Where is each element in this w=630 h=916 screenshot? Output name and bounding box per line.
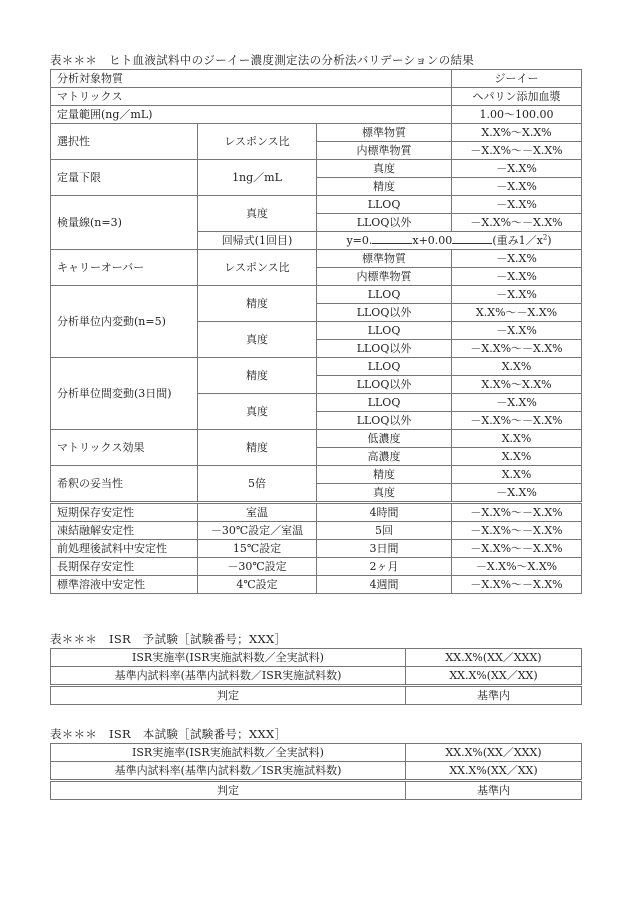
method-cell: レスポンス比 — [198, 124, 317, 160]
row-label: マトリックス — [51, 88, 452, 106]
stability-period: 4週間 — [317, 576, 452, 594]
value-cell: X.X% — [452, 466, 582, 484]
item-cell: LLOQ — [317, 196, 452, 214]
item-cell: LLOQ — [317, 286, 452, 304]
item-cell: 内標準物質 — [317, 268, 452, 286]
regression-mid: x+0.00 — [412, 234, 453, 247]
item-cell: 標準物質 — [317, 250, 452, 268]
table-row — [51, 250, 582, 268]
item-cell: LLOQ以外 — [317, 304, 452, 322]
item-cell: 真度 — [317, 484, 452, 503]
item-cell: LLOQ — [317, 358, 452, 376]
section-label: マトリックス効果 — [51, 430, 198, 466]
stability-period: 4時間 — [317, 503, 452, 522]
stability-value: －X.X%～－X.X% — [452, 503, 582, 522]
item-cell: 内標準物質 — [317, 142, 452, 160]
stability-label: 長期保存安定性 — [51, 558, 198, 576]
isr-value: XX.X%(XX／XXX) — [406, 649, 582, 667]
method-cell: 真度 — [198, 322, 317, 358]
table-row — [51, 106, 582, 124]
value-cell: X.X%～X.X% — [452, 124, 582, 142]
isr-value: XX.X%(XX／XX) — [406, 667, 582, 686]
stability-value: －X.X%～－X.X% — [452, 576, 582, 594]
row-label: 定量範囲(ng／mL) — [51, 106, 452, 124]
method-cell: レスポンス比 — [198, 250, 317, 286]
stability-condition: 15℃設定 — [198, 540, 317, 558]
item-cell: 高濃度 — [317, 448, 452, 466]
item-cell: 低濃度 — [317, 430, 452, 448]
value-cell: －X.X% — [452, 484, 582, 503]
table-row — [51, 781, 582, 800]
stability-label: 短期保存安定性 — [51, 503, 198, 522]
isr-main-caption: 表＊＊＊ ISR 本試験［試験番号；XXX］ — [50, 727, 287, 741]
item-cell: LLOQ以外 — [317, 412, 452, 430]
section-label: 定量下限 — [51, 160, 198, 196]
validation-results-table — [50, 69, 582, 594]
main-table-caption: 表＊＊＊ ヒト血液試料中のジーイー濃度測定法の分析法バリデーションの結果 — [50, 53, 475, 67]
isr-value: 基準内 — [406, 781, 582, 800]
stability-value: －X.X%～－X.X% — [452, 540, 582, 558]
blank-coefficient — [372, 232, 412, 244]
isr-value: XX.X%(XX／XXX) — [406, 744, 582, 762]
item-cell: LLOQ以外 — [317, 340, 452, 358]
isr-pre-table — [50, 648, 582, 705]
table-row — [51, 88, 582, 106]
isr-label: 基準内試料率(基準内試料数／ISR実施試料数) — [51, 762, 406, 781]
isr-label: 判定 — [51, 686, 406, 705]
stability-period: 2ヶ月 — [317, 558, 452, 576]
isr-value: XX.X%(XX／XX) — [406, 762, 582, 781]
value-cell: －X.X%～－X.X% — [452, 340, 582, 358]
isr-label: 基準内試料率(基準内試料数／ISR実施試料数) — [51, 667, 406, 686]
method-cell: 精度 — [198, 430, 317, 466]
method-cell: 真度 — [198, 196, 317, 232]
isr-label: 判定 — [51, 781, 406, 800]
value-cell: －X.X% — [452, 322, 582, 340]
row-label: 分析対象物質 — [51, 70, 452, 88]
regression-prefix: y=0. — [346, 234, 373, 247]
method-cell: 1ng／mL — [198, 160, 317, 196]
table-row — [51, 160, 582, 178]
method-cell: 精度 — [198, 358, 317, 394]
value-cell: X.X% — [452, 358, 582, 376]
item-cell: 真度 — [317, 160, 452, 178]
table-row — [51, 558, 582, 576]
method-cell: 精度 — [198, 286, 317, 322]
value-cell: X.X% — [452, 430, 582, 448]
section-label: 検量線(n=3) — [51, 196, 198, 250]
table-row — [51, 70, 582, 88]
stability-label: 標準溶液中安定性 — [51, 576, 198, 594]
table-row — [51, 503, 582, 522]
section-label: 分析単位内変動(n=5) — [51, 286, 198, 358]
value-cell: －X.X% — [452, 250, 582, 268]
section-label: 選択性 — [51, 124, 198, 160]
regression-suffix: (重み1／x — [492, 234, 543, 247]
row-value: 1.00～100.00 — [452, 106, 582, 124]
table-row — [51, 522, 582, 540]
table-row — [51, 358, 582, 376]
item-cell: 精度 — [317, 466, 452, 484]
table-row — [51, 686, 582, 705]
table-row — [51, 649, 582, 667]
regression-exponent: 2 — [542, 233, 548, 242]
value-cell: －X.X% — [452, 160, 582, 178]
stability-condition: －30℃設定 — [198, 558, 317, 576]
isr-pre-caption: 表＊＊＊ ISR 予試験［試験番号；XXX］ — [50, 632, 287, 646]
value-cell: －X.X%～－X.X% — [452, 412, 582, 430]
value-cell: X.X%～－X.X% — [452, 304, 582, 322]
table-row — [51, 466, 582, 484]
value-cell: －X.X% — [452, 196, 582, 214]
value-cell: X.X% — [452, 448, 582, 466]
value-cell: －X.X% — [452, 268, 582, 286]
table-row — [51, 762, 582, 781]
method-cell: 5倍 — [198, 466, 317, 503]
section-label: 分析単位間変動(3日間) — [51, 358, 198, 430]
isr-main-table — [50, 743, 582, 800]
stability-period: 5回 — [317, 522, 452, 540]
section-label: 希釈の妥当性 — [51, 466, 198, 503]
item-cell: LLOQ — [317, 322, 452, 340]
isr-value: 基準内 — [406, 686, 582, 705]
item-cell: 標準物質 — [317, 124, 452, 142]
stability-period: 3日間 — [317, 540, 452, 558]
row-value: ヘパリン添加血漿 — [452, 88, 582, 106]
value-cell: －X.X%～－X.X% — [452, 214, 582, 232]
stability-condition: 4℃設定 — [198, 576, 317, 594]
table-row — [51, 576, 582, 594]
table-row — [51, 744, 582, 762]
value-cell: －X.X% — [452, 394, 582, 412]
stability-label: 前処理後試料中安定性 — [51, 540, 198, 558]
stability-value: －X.X%～X.X% — [452, 558, 582, 576]
table-row — [51, 540, 582, 558]
regression-equation — [317, 232, 582, 250]
stability-label: 凍結融解安定性 — [51, 522, 198, 540]
isr-label: ISR実施率(ISR実施試料数／全実試料) — [51, 649, 406, 667]
table-row — [51, 286, 582, 304]
item-cell: LLOQ以外 — [317, 214, 452, 232]
value-cell: X.X%～X.X% — [452, 376, 582, 394]
section-label: キャリーオーバー — [51, 250, 198, 286]
regression-label: 回帰式(1回目) — [198, 232, 317, 250]
item-cell: LLOQ — [317, 394, 452, 412]
item-cell: LLOQ以外 — [317, 376, 452, 394]
value-cell: －X.X% — [452, 286, 582, 304]
table-row — [51, 124, 582, 142]
table-row — [51, 196, 582, 214]
value-cell: －X.X%～－X.X% — [452, 142, 582, 160]
row-value: ジーイー — [452, 70, 582, 88]
blank-intercept — [452, 232, 492, 244]
method-cell: 真度 — [198, 394, 317, 430]
item-cell: 精度 — [317, 178, 452, 196]
table-row — [51, 667, 582, 686]
table-row — [51, 430, 582, 448]
stability-value: －X.X%～－X.X% — [452, 522, 582, 540]
isr-label: ISR実施率(ISR実施試料数／全実試料) — [51, 744, 406, 762]
stability-condition: －30℃設定／室温 — [198, 522, 317, 540]
stability-condition: 室温 — [198, 503, 317, 522]
value-cell: －X.X% — [452, 178, 582, 196]
regression-close: ) — [547, 234, 552, 247]
